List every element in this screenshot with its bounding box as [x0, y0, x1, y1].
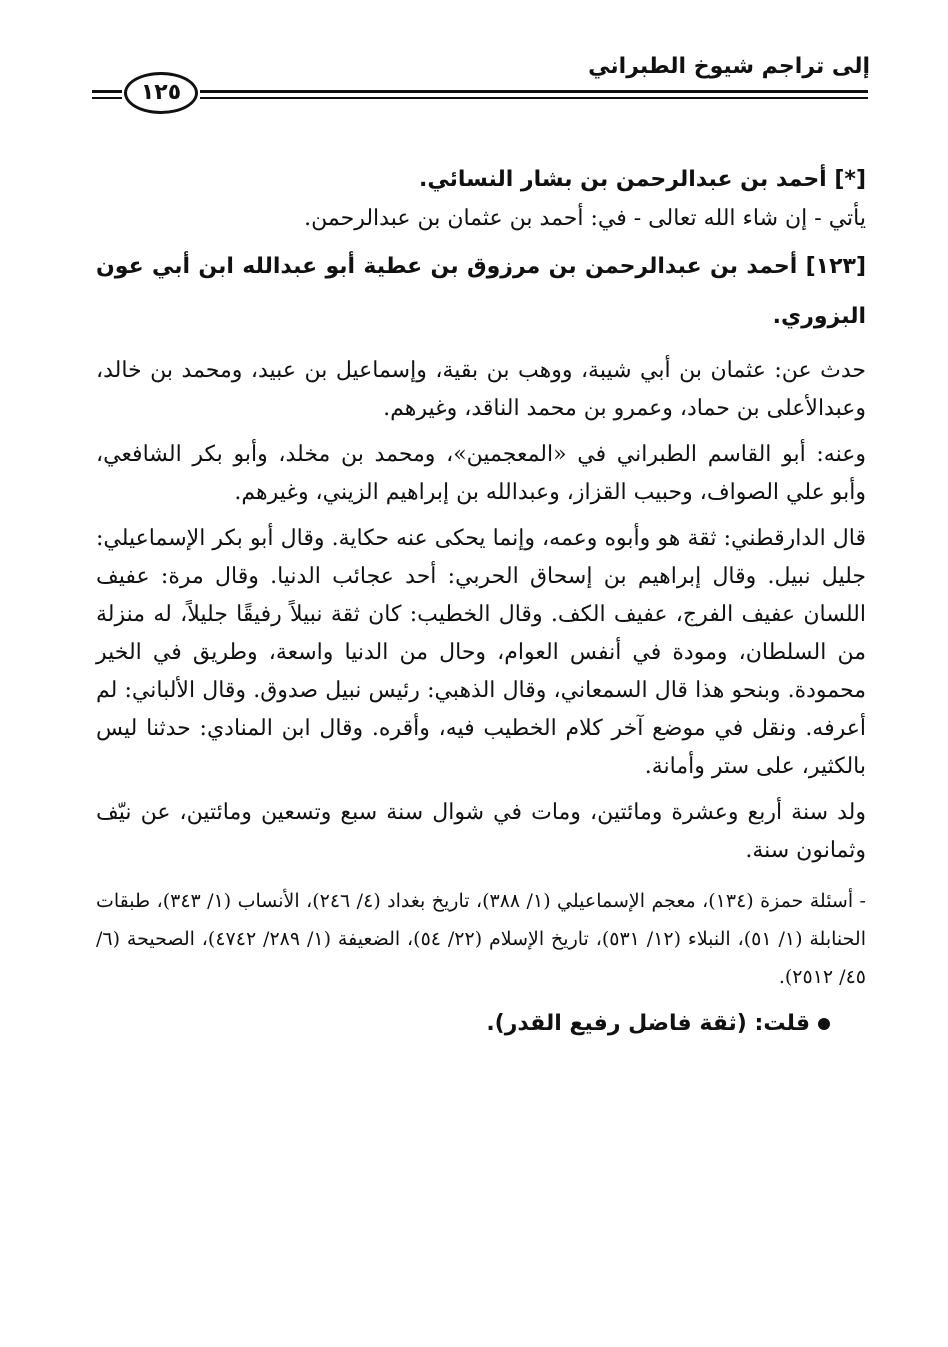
verdict: [96, 1004, 866, 1044]
birth-death-paragraph: ولد سنة أربع وعشرة ومائتين، ومات في شوال سنة سبع وتسعين ومائتين، عن نيّف وثمانون سنة.: [96, 800, 866, 863]
verdict-text: قلت: (ثقة فاضل رفيع القدر).: [486, 1011, 810, 1036]
header-rule-short: [92, 97, 122, 99]
header-rule: [200, 90, 868, 93]
cross-ref-note: يأتي - إن شاء الله تعالى - في: أحمد بن عثمان بن عبدالرحمن.: [304, 206, 866, 231]
header-rule: [200, 97, 868, 99]
cross-ref-title: [*] أحمد بن عبدالرحمن بن بشار النسائي.: [418, 167, 866, 192]
page-number: ١٢٥: [124, 72, 198, 114]
running-title: إلى تراجم شيوخ الطبراني: [588, 54, 870, 79]
entry-title: [١٢٣] أحمد بن عبدالرحمن بن مرزوق بن عطية أبو عبدالله ابن أبي عون البزوري.: [96, 254, 866, 329]
narrators-paragraph: وعنه: أبو القاسم الطبراني في «المعجمين»، ومحمد بن مخلد، وأبو بكر الشافعي، وأبو علي الصواف، وحبيب القزاز، وعبدالله بن إبراهيم الزيني، وغيرهم.: [96, 442, 866, 505]
narrated-from-paragraph: حدث عن: عثمان بن أبي شيبة، ووهب بن بقية، وإسماعيل بن عبيد، ومحمد بن خالد، وعبدالأعلى بن حماد، وعمرو بن محمد الناقد، وغيرهم.: [96, 358, 866, 421]
sources-list: - أسئلة حمزة (١٣٤)، معجم الإسماعيلي (١/ ٣٨٨)، تاريخ بغداد (٤/ ٢٤٦)، الأنساب (١/ ٣٤٣)، طبقات الحنابلة (١/ ٥١)، النبلاء (١٢/ ٥٣١)، تاريخ الإسلام (٢٢/ ٥٤)، الضعيفة (١/ ٢٨٩/ ٤٧٤٢)، الصحيحة (٦/ ٤٥/ ٢٥١٢).: [96, 890, 866, 988]
bullet-icon: [818, 1018, 830, 1030]
opinions-paragraph: قال الدارقطني: ثقة هو وأبوه وعمه، وإنما يحكى عنه حكاية. وقال أبو بكر الإسماعيلي: جليل نبيل. وقال إبراهيم بن إسحاق الحربي: أحد عجائب الدنيا. وقال مرة: عفيف اللسان عفيف الفرج، عفيف الكف. وقال الخطيب: كان ثقة نبيلاً رفيقًا جليلاً، له منزلة من السلطان، ومودة في أنفس العوام، وحال من الدنيا واسعة، وطريق في الخير محمودة. وبنحو هذا قال السمعاني، وقال الذهبي: رئيس نبيل صدوق. وقال الألباني: لم أعرفه. ونقل في موضع آخر كلام الخطيب فيه، وأقره. وقال ابن المنادي: حدثنا ليس بالكثير، على ستر وأمانة.: [96, 526, 866, 779]
page-body: [96, 160, 866, 1044]
header-rule-short: [92, 90, 122, 93]
